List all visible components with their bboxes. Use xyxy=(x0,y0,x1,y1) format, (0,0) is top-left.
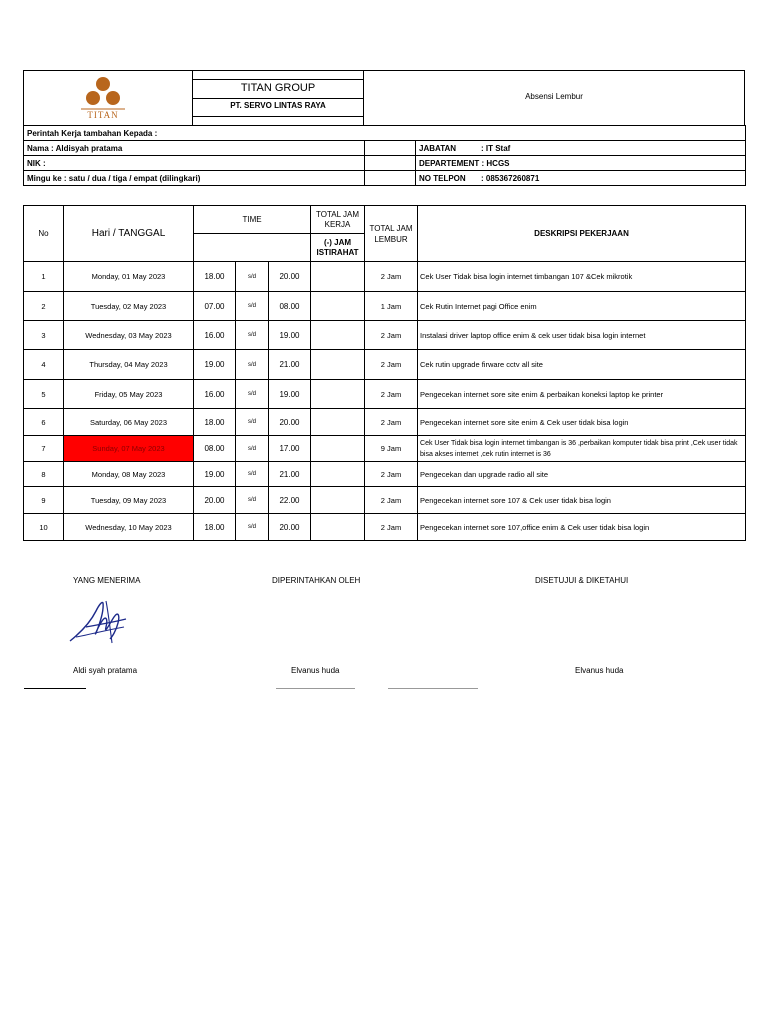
department-cell: DEPARTEMENT : HCGS xyxy=(416,156,746,171)
approved-label: DISETUJUI & DIKETAHUI xyxy=(535,576,629,585)
table-row: 6 Saturday, 06 May 2023 18.00 s/d 20.00 2 Jam Pengecekan internet sore site enim & Cek user tidak bisa login xyxy=(24,409,746,436)
employee-nik: NIK : xyxy=(24,156,365,171)
subsidiary-name: PT. SERVO LINTAS RAYA xyxy=(230,101,326,110)
table-row: 9 Tuesday, 09 May 2023 20.00 s/d 22.00 2 Jam Pengecekan internet sore 107 & Cek user tidak bisa login xyxy=(24,487,746,514)
phone-cell: NO TELPON : 085367260871 xyxy=(416,171,746,186)
header-block xyxy=(23,70,745,188)
company-name: TITAN GROUP xyxy=(240,82,316,94)
approved-name: Elvanus huda xyxy=(575,666,624,675)
table-row: 5 Friday, 05 May 2023 16.00 s/d 19.00 2 Jam Pengecekan internet sore site enim & perbaikan koneksi laptop ke printer xyxy=(24,380,746,409)
receiver-name: Aldi syah pratama xyxy=(73,666,138,675)
handwritten-signature xyxy=(66,597,136,647)
header-date: Hari / TANGGAL xyxy=(64,206,194,262)
week-selection: Mingu ke : satu / dua / tiga / empat (dilingkari) xyxy=(24,171,365,186)
overtime-table xyxy=(23,205,746,541)
table-row: 3 Wednesday, 03 May 2023 16.00 s/d 19.00 2 Jam Instalasi driver laptop office enim & cek user tidak bisa login internet xyxy=(24,321,746,350)
signature-line-approved xyxy=(388,688,478,689)
document-title: Absensi Lembur xyxy=(525,92,583,101)
header-break: (-) JAM ISTIRAHAT xyxy=(311,234,365,262)
table-row: 2 Tuesday, 02 May 2023 07.00 s/d 08.00 1 Jam Cek Rutin Internet pagi Office enim xyxy=(24,292,746,321)
ordered-by-name: Elvanus huda xyxy=(291,666,340,675)
logo-text: TITAN xyxy=(87,110,119,120)
header-description: DESKRIPSI PEKERJAAN xyxy=(418,206,746,262)
job-title-cell: JABATAN : IT Staf xyxy=(416,141,746,156)
table-row: 10 Wednesday, 10 May 2023 18.00 s/d 20.00 2 Jam Pengecekan internet sore 107,office enim & Cek user tidak bisa login xyxy=(24,514,746,541)
header-total-overtime: TOTAL JAM LEMBUR xyxy=(365,206,418,262)
ordered-by-label: DIPERINTAHKAN OLEH xyxy=(272,576,361,585)
signature-line-ordered xyxy=(276,688,355,689)
signature-line-receiver xyxy=(24,688,86,689)
table-row: 1 Monday, 01 May 2023 18.00 s/d 20.00 2 Jam Cek User Tidak bisa login internet timbangan 107 &Cek mikrotik xyxy=(24,262,746,292)
order-line: Perintah Kerja tambahan Kepada : xyxy=(24,126,746,141)
holiday-date-cell: Sunday, 07 May 2023 xyxy=(64,436,194,462)
table-row: 4 Thursday, 04 May 2023 19.00 s/d 21.00 2 Jam Cek rutin upgrade firware cctv all site xyxy=(24,350,746,380)
employee-name: Nama : Aldisyah pratama xyxy=(24,141,365,156)
header-time: TIME xyxy=(194,206,311,234)
table-row: 8 Monday, 08 May 2023 19.00 s/d 21.00 2 Jam Pengecekan dan upgrade radio all site xyxy=(24,462,746,487)
receiver-label: YANG MENERIMA xyxy=(73,576,141,585)
table-row: 7 Sunday, 07 May 2023 08.00 s/d 17.00 9 Jam Cek User Tidak bisa login internet timbangan is 36 ,perbaikan komputer tidak bisa print ,Cek user tidak bisa akses internet ,cek rutin internet is 36 xyxy=(24,436,746,462)
employee-info-grid xyxy=(23,125,746,186)
header-no: No xyxy=(24,206,64,262)
header-total-work: TOTAL JAM KERJA xyxy=(311,206,365,234)
